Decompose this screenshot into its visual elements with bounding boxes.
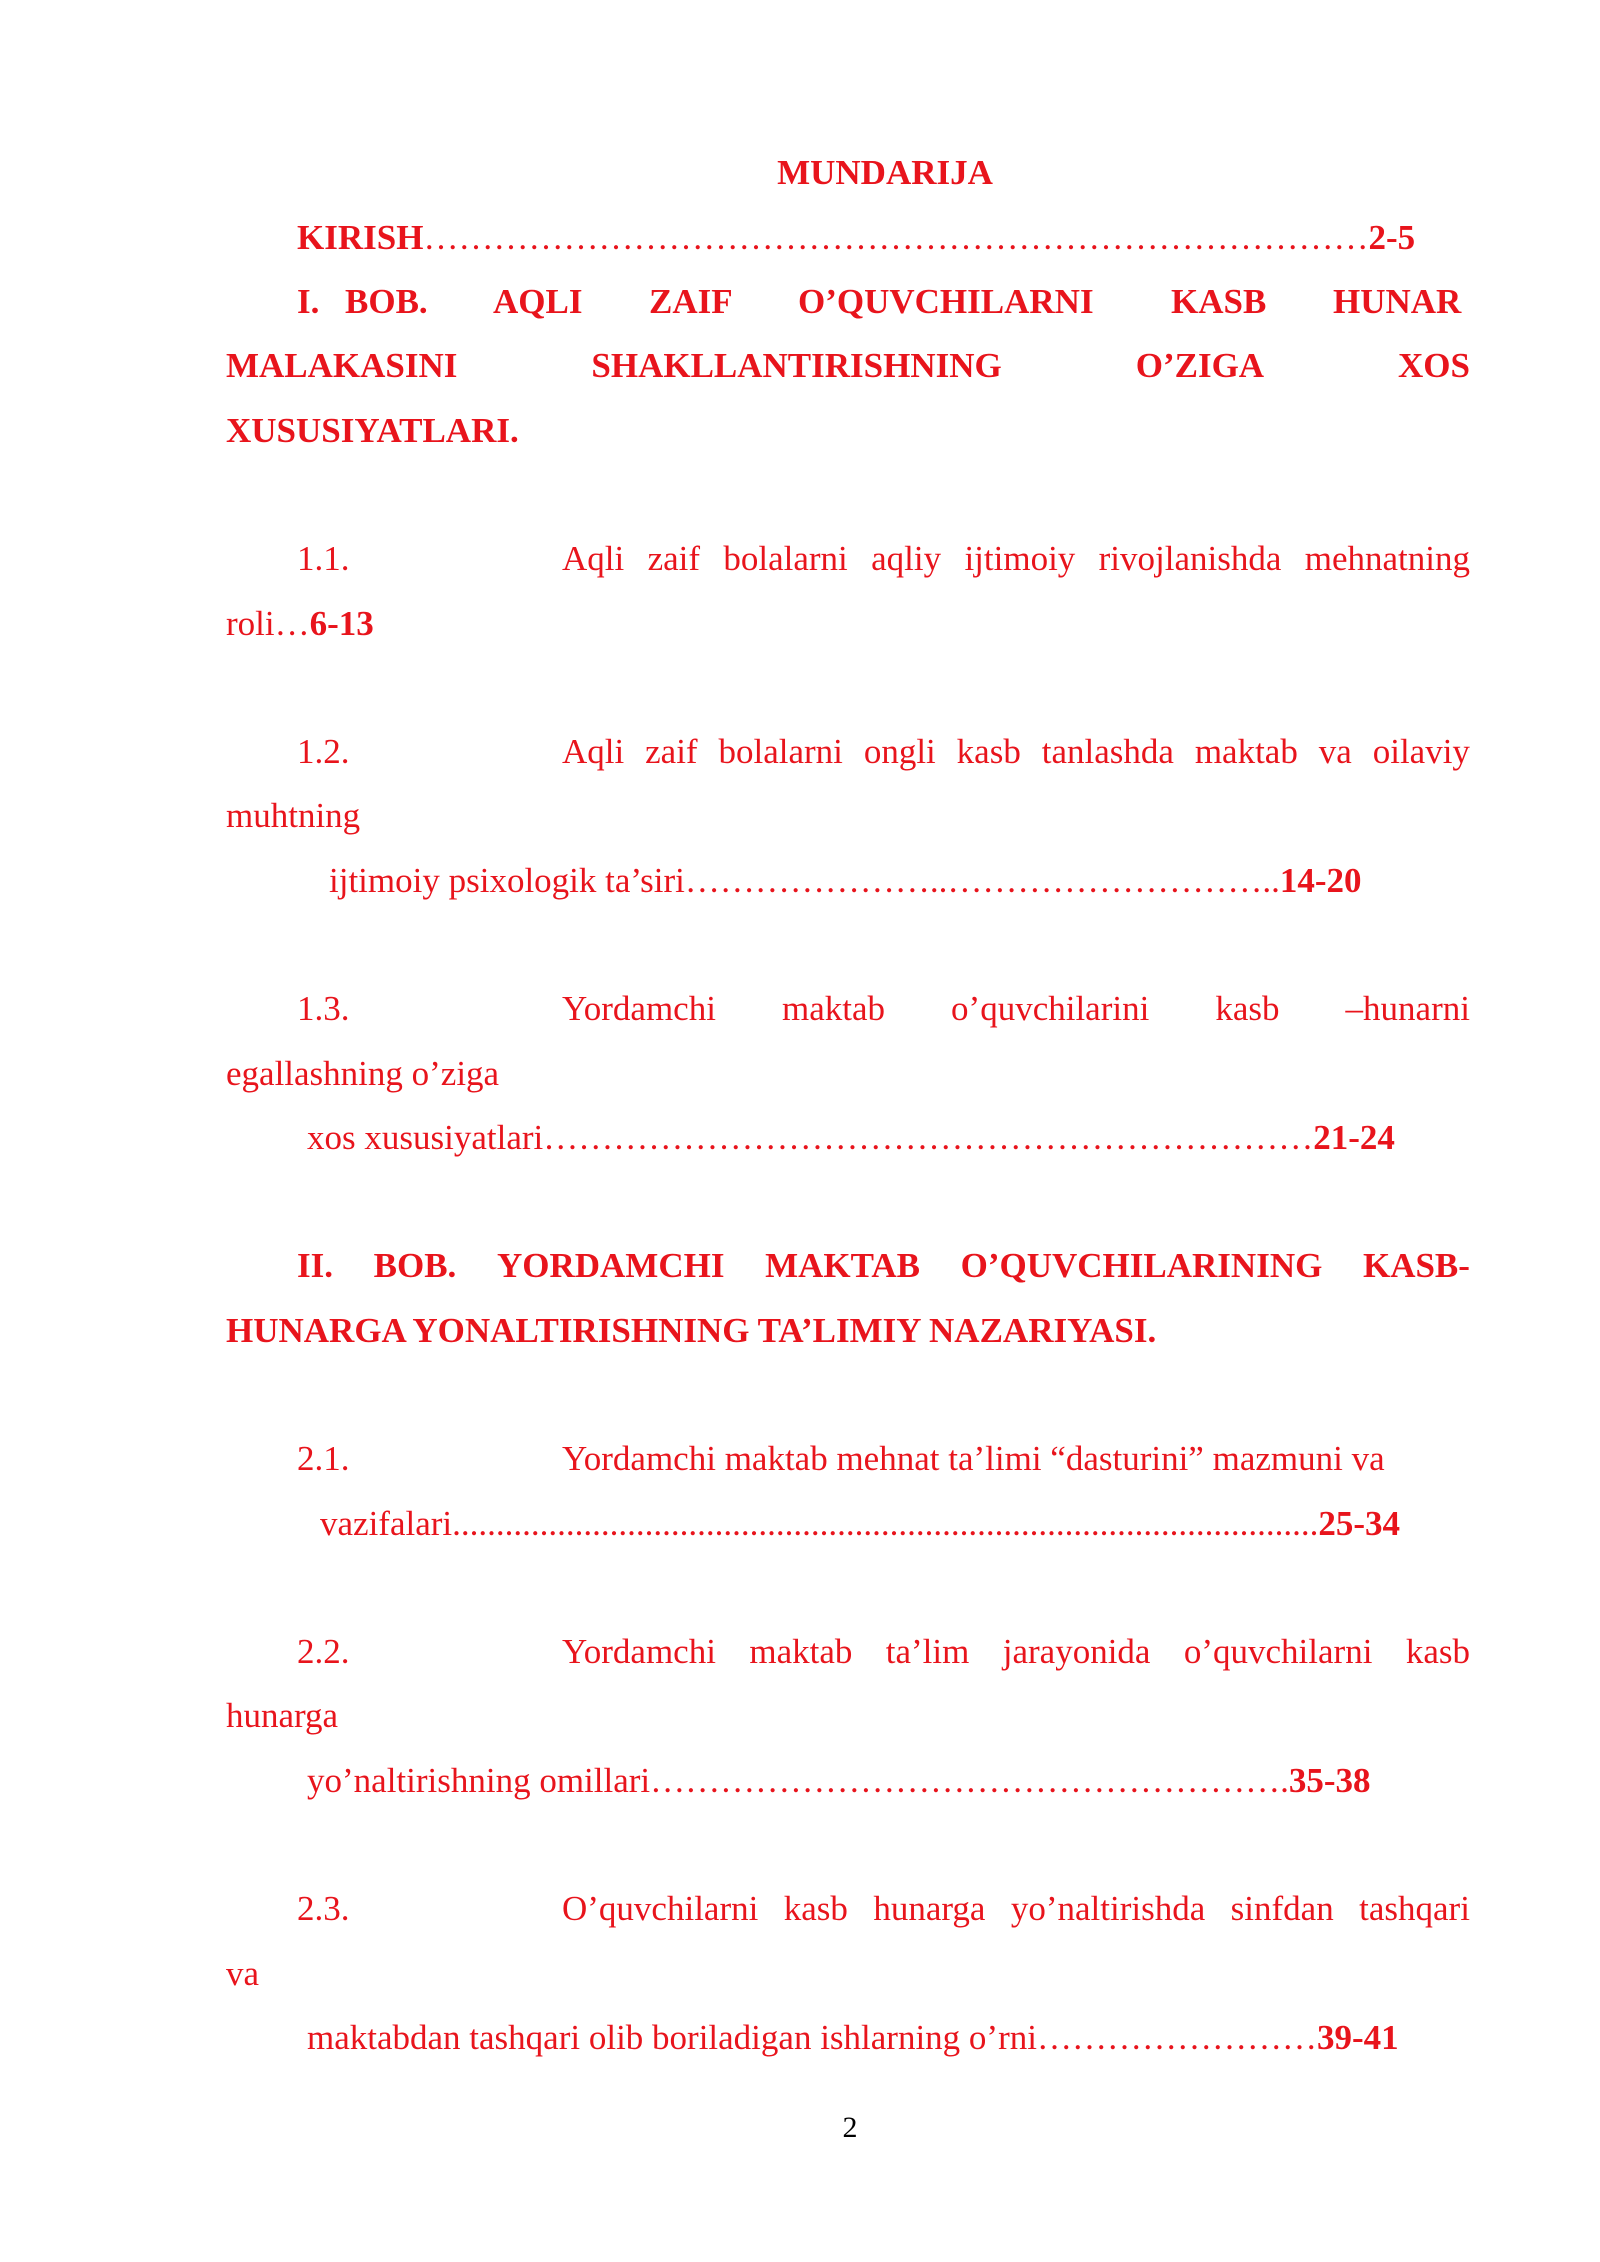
word: maktab	[749, 1632, 853, 1671]
word: kasb	[956, 732, 1021, 771]
word: Aqli	[562, 732, 625, 771]
word: Yordamchi	[562, 989, 716, 1028]
section-1-3-continuation: egallashning o’ziga	[226, 1054, 500, 1093]
word: AQLI	[493, 282, 583, 321]
toc-entry-kirish[interactable]	[297, 216, 1415, 260]
section-2-2-number: 2.2.	[297, 1632, 350, 1671]
section-1-2-title[interactable]	[562, 730, 1470, 774]
page-range: 14-20	[1279, 861, 1362, 900]
chapter2-heading-line1	[297, 1244, 1470, 1288]
chapter1-heading-line3: XUSUSIYATLARI.	[226, 411, 519, 450]
word: kasb	[1405, 1632, 1470, 1671]
section-2-2-continuation: hunarga	[226, 1696, 339, 1735]
section-2-1-title[interactable]: Yordamchi maktab mehnat ta’limi “dasturini” mazmuni va	[562, 1439, 1385, 1478]
word: zaif	[645, 732, 698, 771]
word: O’quvchilarni	[562, 1889, 759, 1928]
section-2-2-title[interactable]	[562, 1630, 1470, 1674]
word: ta’lim	[885, 1632, 970, 1671]
section-2-3-number: 2.3.	[297, 1889, 350, 1928]
word: I.	[297, 282, 320, 321]
word: yo’naltirishda	[1010, 1889, 1206, 1928]
chapter1-heading-line2	[226, 344, 1470, 388]
word: BOB.	[345, 282, 428, 321]
word: bolalarni	[718, 732, 843, 771]
section-1-2-continuation: muhtning	[226, 796, 361, 835]
continuation-text: roli…	[226, 604, 310, 643]
word: HUNAR	[1333, 282, 1462, 321]
word: Yordamchi	[562, 1632, 716, 1671]
word: MALAKASINI	[226, 346, 458, 385]
word: maktab	[781, 989, 886, 1028]
section-2-2-line3[interactable]	[307, 1759, 1371, 1803]
word: O’QUVCHILARNI	[798, 282, 1094, 321]
word: jarayonida	[1002, 1632, 1151, 1671]
section-1-1-title[interactable]	[562, 537, 1470, 581]
page-range: 35-38	[1288, 1761, 1371, 1800]
word: XOS	[1398, 346, 1470, 385]
leader-text: maktabdan tashqari olib boriladigan ishlarning o’rni……………………	[307, 2018, 1317, 2057]
page-range: 21-24	[1313, 1118, 1395, 1157]
word: tanlashda	[1041, 732, 1174, 771]
word: KASB-	[1362, 1246, 1470, 1285]
section-2-3-continuation: va	[226, 1954, 260, 1993]
word: mehnatning	[1304, 539, 1470, 578]
word: Aqli	[562, 539, 625, 578]
entry-label: KIRISH	[297, 218, 424, 257]
word: zaif	[647, 539, 701, 578]
leader-text: xos xususiyatlari…………………………………………………………	[307, 1118, 1314, 1157]
leader-text: vazifalari...................................................................................................	[320, 1504, 1319, 1543]
section-2-3-line3[interactable]	[307, 2016, 1399, 2060]
word: kasb	[1215, 989, 1280, 1028]
leader-text: ijtimoiy psixologik ta’siri…………………..………………………..	[329, 861, 1280, 900]
word: ijtimoiy	[964, 539, 1076, 578]
word: KASB	[1171, 282, 1267, 321]
section-1-3-title[interactable]	[562, 987, 1470, 1031]
word: o’quvchilarni	[1183, 1632, 1373, 1671]
word: kasb	[783, 1889, 848, 1928]
section-1-1-number: 1.1.	[297, 539, 350, 578]
chapter2-heading-line2: HUNARGA YONALTIRISHNING TA’LIMIY NAZARIYASI.	[226, 1311, 1157, 1350]
page-range: 25-34	[1318, 1504, 1401, 1543]
section-1-1-continuation[interactable]	[226, 602, 374, 646]
section-1-3-line3[interactable]	[307, 1116, 1395, 1160]
section-2-3-title[interactable]	[562, 1887, 1470, 1931]
word: BOB.	[373, 1246, 457, 1285]
word: YORDAMCHI	[496, 1246, 725, 1285]
word: –hunarni	[1345, 989, 1470, 1028]
word: maktab	[1194, 732, 1298, 771]
word: hunarga	[873, 1889, 986, 1928]
section-1-2-number: 1.2.	[297, 732, 350, 771]
word: va	[1318, 732, 1352, 771]
word: MAKTAB	[765, 1246, 920, 1285]
toc-title: MUNDARIJA	[777, 153, 993, 192]
word: bolalarni	[723, 539, 848, 578]
word: rivojlanishda	[1098, 539, 1282, 578]
section-1-3-number: 1.3.	[297, 989, 350, 1028]
word: sinfdan	[1230, 1889, 1334, 1928]
word: ZAIF	[649, 282, 733, 321]
leader-text: yo’naltirishning omillari……………………………………………….	[307, 1761, 1289, 1800]
word: o’quvchilarini	[951, 989, 1150, 1028]
word: oilaviy	[1372, 732, 1470, 771]
word: O’ZIGA	[1135, 346, 1265, 385]
section-2-1-number: 2.1.	[297, 1439, 350, 1478]
word: II.	[297, 1246, 333, 1285]
page-range: 39-41	[1316, 2018, 1399, 2057]
section-1-2-line3[interactable]	[329, 859, 1362, 903]
word: SHAKLLANTIRISHNING	[591, 346, 1002, 385]
page-range: 6-13	[309, 604, 374, 643]
leader-dots: ………………………………………………………………………	[423, 218, 1369, 257]
page-range: 2-5	[1368, 218, 1416, 257]
page-number: 2	[842, 2111, 858, 2144]
word: ongli	[863, 732, 936, 771]
word: aqliy	[871, 539, 942, 578]
word: O’QUVCHILARINING	[960, 1246, 1323, 1285]
word: tashqari	[1359, 1889, 1470, 1928]
section-2-1-line2[interactable]	[320, 1502, 1400, 1546]
